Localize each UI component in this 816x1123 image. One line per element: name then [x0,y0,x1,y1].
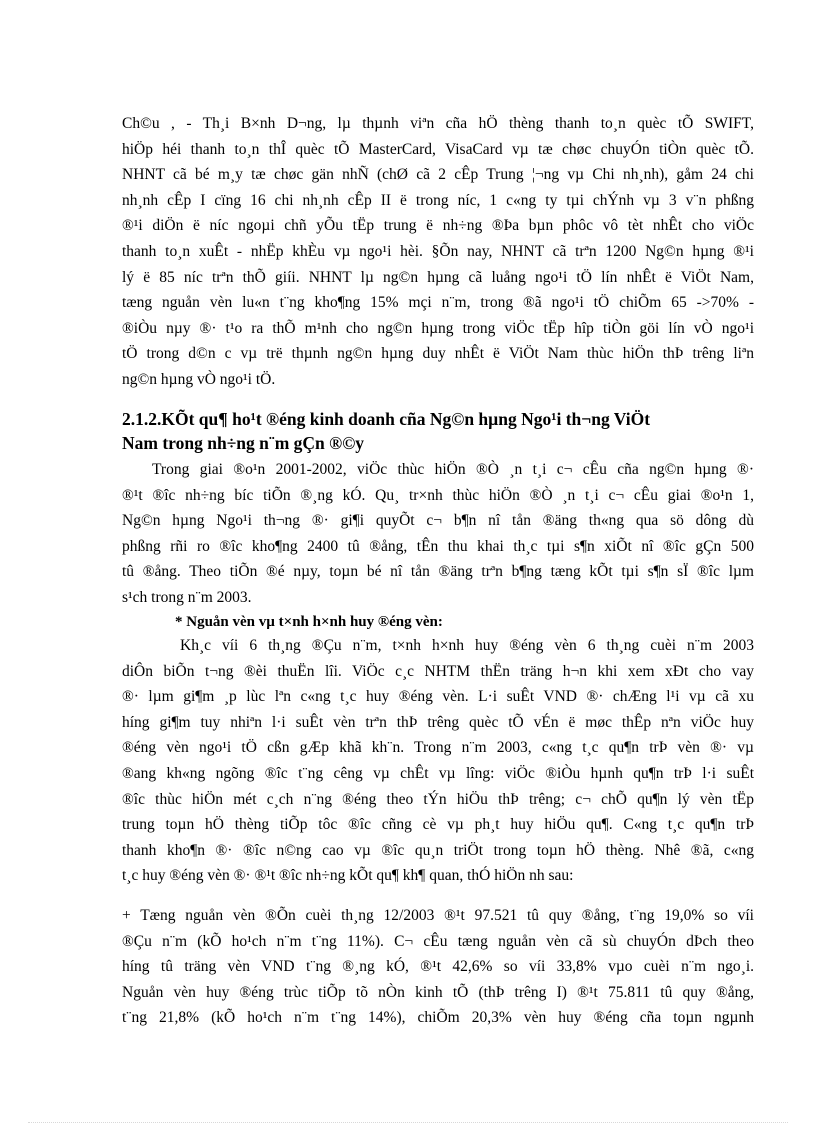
text-line: s¹ch trong n¨m 2003. [122,588,252,606]
paragraph-capital-mobilization [122,633,754,889]
text-line: nh¸nh cÊp I cïng 16 chi nh¸nh cÊp II ë trong níc, 1 c«ng ty tµi chÝnh vµ 3 v¨n phßng [122,191,754,209]
text-line: ®ang kh«ng ngõng ®îc t¨ng cêng vµ chÊt vµ lîng: viÖc ®iÒu hµnh qu¶n trÞ l·i suÊt [122,764,754,782]
text-line: ®¹t ®îc nh÷ng bíc tiÕn ®¸ng kÓ. Qu¸ tr×nh thùc hiÖn ®Ò ¸n t¸i c¬ cÊu giai ®o¹n 1, [122,486,754,504]
heading-line: 2.1.2.KÕt qu¶ ho¹t ®éng kinh doanh cña Ng©n hµng Ngo¹i th¬ng ViÖt [122,409,651,429]
text-line: tæng nguån vèn lu«n t¨ng kho¶ng 15% mçi n¨m, trong ®ã ngo¹i tÖ chiÕm 65 ->70% - [122,294,754,312]
text-line: + Tæng nguån vèn ®Õn cuèi th¸ng 12/2003 ®¹t 97.521 tû quy ®ång, t¨ng 19,0% so víi [122,907,754,924]
text-line: tÖ trong d©n c vµ trë thµnh ng©n hµng duy nhÊt ë ViÖt Nam thùc hiÖn thÞ trêng liªn [122,345,754,363]
text-line: tû ®ång. Theo tiÕn ®é nµy, toµn bé nî tån ®äng trªn b¶ng tæng kÕt tµi s¶n sÏ ®îc lµm [122,563,754,581]
text-line: Ng©n hµng Ngo¹i th¬ng ®· gi¶i quyÕt c¬ b¶n nî tån ®äng th«ng qua sö dông dù [122,512,754,530]
text-line: hiÖp héi thanh to¸n thÎ quèc tÕ MasterCard, VisaCard vµ tæ chøc chuyÓn tiÒn quèc tÕ. [122,140,754,158]
text-line: ®iÒu nµy ®· t¹o ra thÕ m¹nh cho ng©n hµng trong viÖc tËp hîp tiÒn göi lín vÒ ngo¹i [122,319,754,337]
text-line: trung toµn hÖ thèng tiÕp tôc ®îc cñng cè vµ ph¸t huy hiÖu qu¶. C«ng t¸c qu¶n trÞ [122,816,754,834]
text-line: NHNT cã bé m¸y tæ chøc gän nhÑ (chØ cã 2 cÊp Trung ¦¬ng vµ Chi nh¸nh), gåm 24 chi [122,166,754,184]
text-line: ®Çu n¨m (kÕ ho¹ch n¨m t¨ng 11%). C¬ cÊu tæng nguån vèn cã sù chuyÓn dÞch theo [122,932,754,950]
text-line: Ch©u , - Th¸i B×nh D¬ng, lµ thµnh viªn cña hÖ thèng thanh to¸n quèc tÕ SWIFT, [122,115,754,132]
text-line: híng gi¶m tuy nhiªn l·i suÊt vèn trªn thÞ trêng quèc tÕ vÉn ë møc thÊp nªn viÖc huy [122,713,754,731]
text-line: Trong giai ®o¹n 2001-2002, viÖc thùc hiÖn ®Ò ¸n t¸i c¬ cÊu cña ng©n hµng ®· [152,461,754,478]
paragraph-bank-overview [122,111,754,393]
text-line: diÔn biÕn t¬ng ®èi thuËn lîi. ViÖc c¸c NHTM thËn träng h¬n khi xem xÐt cho vay [122,662,754,680]
text-line: t¸c huy ®éng vèn ®· ®¹t ®îc nh÷ng kÕt qu¶ kh¶ quan, thÓ hiÖn nh sau: [122,867,574,885]
section-heading [122,407,762,455]
text-line: ®éng vèn ngo¹i tÖ cßn gÆp khã kh¨n. Trong n¨m 2003, c«ng t¸c qu¶n trÞ vèn ®· vµ [122,739,754,757]
text-line: thanh to¸n xuÊt - nhËp khÈu vµ ngo¹i hèi. §Õn nay, NHNT cã trªn 1200 Ng©n hµng ®¹i [122,242,754,260]
heading-line: Nam trong nh÷ng n¨m gÇn ®©y [122,433,365,453]
text-line: ®îc thùc hiÖn mét c¸ch n¨ng ®éng theo tÝn hiÖu thÞ trêng; c¬ chÕ qu¶n lý vèn tËp [122,790,754,808]
text-line: phßng rñi ro ®îc kho¶ng 2400 tû ®ång, tÊn thu khai th¸c tµi s¶n xiÕt nî ®îc gÇn 500 [122,537,754,555]
text-line: ®· lµm gi¶m ¸p lùc lªn c«ng t¸c huy ®éng vèn. L·i suÊt VND ®· chÆng l¹i vµ cã xu [122,688,754,706]
text-line: thanh kho¶n ®· ®îc n©ng cao vµ ®îc qu¸n triÖt trong toµn hÖ thèng. Nhê ®ã, c«ng [122,841,754,859]
text-line: t¨ng 21,8% (kÕ ho¹ch n¨m t¨ng 14%), chiÕm 20,3% vèn huy ®éng cña toµn ngµnh [122,1009,754,1027]
text-line: Nguån vèn huy ®éng trùc tiÕp tõ nÒn kinh tÕ (thÞ trêng I) ®¹t 75.811 tû quy ®ång, [122,983,754,1001]
text-line: lý ë 85 níc trªn thÕ giíi. NHNT lµ ng©n hµng cã luång ngo¹i tÖ lín nhÊt ë ViÖt Nam, [122,268,754,286]
subsection-heading: * Nguån vèn vµ t×nh h×nh huy ®éng vèn: [175,614,443,630]
text-line: Kh¸c víi 6 th¸ng ®Çu n¨m, t×nh h×nh huy ®éng vèn 6 th¸ng cuèi n¨m 2003 [180,637,754,654]
text-line: híng tû träng vèn VND t¨ng ®¸ng kÓ, ®¹t 42,6% so víi 33,8% vµo cuèi n¨m ngo¸i. [122,958,754,976]
paragraph-restructuring [122,457,754,611]
text-line: ®¹i diÖn ë níc ngoµi chñ yÕu tËp trung ë nh÷ng ®Þa bµn phôc vô tèt nhÊt cho viÖc [122,217,754,235]
paragraph-total-capital [122,903,754,1031]
text-line: ng©n hµng vÒ ngo¹i tÖ. [122,370,276,388]
